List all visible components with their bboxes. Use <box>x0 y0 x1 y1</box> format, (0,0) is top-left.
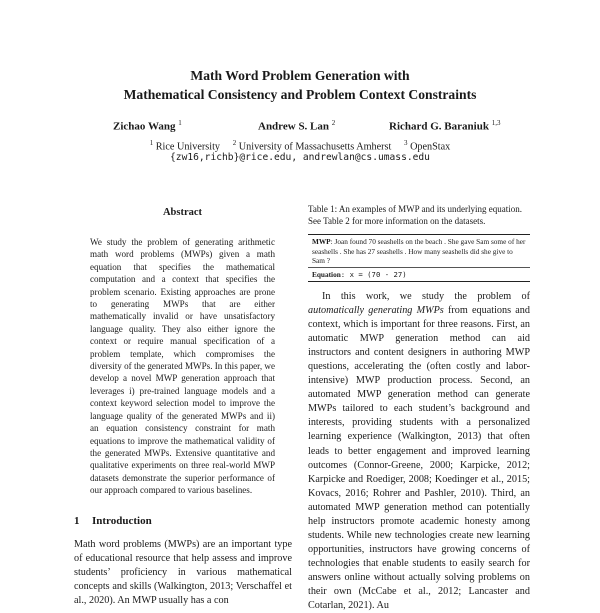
author-name: Andrew S. Lan <box>258 120 330 133</box>
table-row-equation <box>308 268 530 281</box>
table-bottom-rule <box>308 281 530 282</box>
affil-mark: 3 <box>404 139 408 147</box>
right-paragraph <box>308 290 530 613</box>
author-emails: {zw16,richb}@rice.edu, andrewlan@cs.umass.edu <box>170 152 430 163</box>
affil-mark: 1 <box>149 139 154 147</box>
mwp-label: MWP <box>312 237 331 247</box>
affiliation-3: OpenStax <box>410 141 451 153</box>
author-affil-mark: 1 <box>178 119 182 127</box>
section-title: Introduction <box>92 515 152 527</box>
paper-title-line-1: Math Word Problem Generation with <box>190 68 410 83</box>
author-2 <box>258 119 335 133</box>
author-3 <box>389 119 500 133</box>
right-column-body <box>308 290 530 613</box>
equation-label: Equation <box>312 269 341 279</box>
equation-text: : x = (70 - 27) <box>340 269 407 279</box>
table-1-caption: Table 1: An examples of MWP and its underlying equation. See Table 2 for more information on the datasets. <box>308 204 522 226</box>
paper-title-line-2: Mathematical Consistency and Problem Context Constraints <box>123 87 477 102</box>
author-name: Richard G. Baraniuk <box>389 120 489 133</box>
author-name: Zichao Wang <box>113 120 176 133</box>
affiliation-2: University of Massachusetts Amherst <box>238 141 392 153</box>
table-row-mwp <box>308 235 530 267</box>
table-1 <box>308 234 530 282</box>
affil-mark: 2 <box>232 139 237 147</box>
right-text-before: In this work, we study the problem of <box>322 291 530 302</box>
affiliations <box>0 139 600 152</box>
abstract-heading: Abstract <box>162 207 203 218</box>
mwp-text: : Joan found 70 seashells on the beach . She gave Sam some of her seashells . She has 27 seashells . How many seashells did she give to Sam ? <box>312 237 526 265</box>
abstract-body: We study the problem of generating arithmetic math word problems (MWPs) given a math equation that specifies the mathematical computation and a context that specifies the problem scenario. Existing approaches are prone to generating MWPs that are either mathematically invalid or have unsatisfactory language quality. They also either ignore the context or require manual specification of a problem template, which compromises the diversity of the generated MWPs. In this paper, we develop a novel MWP generation approach that leverages i) pre-trained language models and a context keyword selection model to improve the language quality of the generated MWPs and ii) an equation consistency constraint for math equations to improve the mathematical validity of the generated MWPs. Extensive quantitative and qualitative experiments on three real-world MWP datasets demonstrate the superior performance of our approach compared to various baselines. <box>90 237 275 496</box>
intro-paragraph: Math word problems (MWPs) are an important type of educational resource that help assess and improve students’ proficiency in various mathematical concepts and skills (Walkington, 2013; Verschaffel et al., 2020). An MWP usually has a con <box>74 539 292 606</box>
right-text-italic: automatically generating MWPs <box>308 305 444 317</box>
author-1 <box>113 119 182 133</box>
section-number: 1 <box>74 515 80 527</box>
author-affil-mark: 2 <box>331 119 336 127</box>
section-heading-introduction <box>74 515 152 527</box>
introduction-body <box>74 538 292 608</box>
author-affil-mark: 1,3 <box>491 119 501 127</box>
affiliation-1: Rice University <box>155 141 220 153</box>
right-text-after: from equations and context, which is important for three reasons. First, an automatic MWP generation method can aid instructors and content designers in authoring MWP questions, accelerating the (often costly and labor-intensive) MWP production process. Second, an automated MWP generation method can generate MWPs tailored to each student’s background and interests, providing students with a personalized learning experience (Walkington, 2013) that often leads to better engagement and improved learning outcomes (Connor-Greene, 2000; Karpicke, 2012; Karpicke and Roediger, 2008; Koedinger et al., 2015; Kovacs, 2016; Rohrer and Pashler, 2010). Third, an automated MWP generation method can potentially help instructors promote academic honesty among students. While new technologies create new learning opportunities, instructors have growing concerns of technologies that enable students to easily search for answers online without actually solving problems on their own (McCabe et al., 2012; Lancaster and Cotarlan, 2021). Au <box>308 305 530 612</box>
